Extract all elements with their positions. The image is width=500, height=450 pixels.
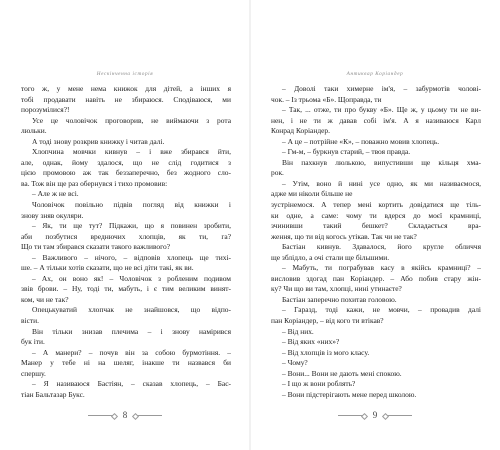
text-line: зчинивши такий бешкет? Складається вра- — [271, 221, 481, 231]
text-line: ще зблідло, а очі стали ще більшими. — [271, 252, 390, 262]
text-line: того ж, у мене нема книжок для дітей, а інших я — [21, 84, 231, 93]
text-line: – Вони підстерігають мене перед школою. — [282, 389, 417, 399]
text-line: ше. – А тільки хотів сказати, що не всі діти такі, як ви. — [21, 263, 194, 273]
text-line: ва. Тож він ще раз обернувся і тихо промовив: — [21, 178, 168, 188]
folio-ornament — [338, 415, 366, 416]
text-line: – Як, ти ще тут? Підкажи, що я повинен зробити, — [32, 221, 231, 231]
text-line: – А манери? – почув він за собою бурмотіння. – — [32, 347, 231, 357]
text-line: висловив здогад пан Коріандер. – Або побив стару жін- — [271, 273, 481, 283]
text-line: – Вони... Вони не дають мені спокою. — [282, 368, 402, 378]
text-line: тобі продавати навіть не збираюся. Сподіваюся, ми — [21, 94, 231, 104]
right-page-number — [250, 410, 500, 420]
text-line: – Від яких «них»? — [282, 337, 340, 347]
folio-ornament — [384, 415, 412, 416]
text-line: – Утім, воно й нині усе одно, як ми називаємося, — [282, 178, 481, 188]
text-line: ження, що ти від когось утікав. Так чи не так? — [271, 231, 417, 241]
text-line: Чоловічок повільно підвів погляд від книжки і — [32, 200, 231, 210]
text-line: ком, чи не так? — [21, 294, 69, 304]
folio-ornament — [88, 415, 116, 416]
text-line: люльки. — [21, 126, 47, 136]
text-line: Манер у тебе ні на шеляг, інакше ти назвався би — [21, 358, 231, 368]
right-running-head: Антиквар Коріандер — [346, 71, 404, 77]
text-line: – Від них. — [282, 326, 314, 336]
text-line: А тоді знову розкрив книжку і читав далі. — [32, 136, 165, 146]
text-line: але, однак, йому здалося, що не слід годитися з — [21, 157, 231, 167]
text-line: – Від хлопців із мого класу. — [282, 347, 370, 357]
page-number-9: 9 — [372, 410, 378, 420]
folio-ornament — [134, 415, 162, 416]
text-line: – Так, ... отже, ти про букву «Б». Ще ж, у цьому ти не ви- — [282, 105, 481, 115]
text-line: нен, і не ти ж давав собі ім'я. А я називаюся Карл — [271, 115, 481, 125]
text-line: зустрінемося. А тепер мені кортить довідатися ще тіль- — [271, 200, 481, 210]
text-line: – Ах, он воно як! – Чоловічок з робленим подивом — [32, 273, 231, 283]
text-line: Опецькуватий хлопчак не знайшовся, що відпо- — [32, 305, 231, 315]
text-line: адже ми ніколи більше не — [271, 189, 353, 199]
text-line: Бастіан заперечно похитав головою. — [282, 294, 397, 304]
text-line: чок. – Із трьома «Б». Щоправда, ти — [271, 94, 382, 104]
text-line: Він тільки знизав плечима – і знову намірився — [32, 326, 231, 336]
text-line: – Гм-м, – буркнув старий, – твоя правда. — [282, 147, 411, 157]
text-line: ку? Чи що ви там, хлопці, нині утинаєте? — [271, 284, 402, 294]
text-line: Що ти там збирався сказати такого важливого? — [21, 242, 171, 252]
text-line: Бастіан кивнув. Здавалося, його кругле обличчя — [282, 242, 481, 252]
text-line: тіан Бальтазар Букс. — [21, 389, 85, 399]
text-line: ки одне, а саме: чому ти вдерся до моєї крамниці, — [271, 210, 481, 220]
text-line: Конрад Коріандер. — [271, 126, 330, 136]
page-number-8: 8 — [122, 410, 128, 420]
text-line: пан Коріандер, – від кого ти втікав? — [271, 316, 384, 326]
text-line: бук іти. — [21, 337, 45, 347]
text-line: спершу. — [21, 368, 46, 378]
text-line: цією промовою аж так беззаперечно, без жодного сло- — [21, 168, 231, 178]
text-line: – Гаразд, тоді кажи, не мовчи, – провадив далі — [282, 305, 481, 315]
left-page-number — [0, 410, 250, 420]
text-line: Усе це чоловічок проговорив, не виймаючи з рота — [32, 115, 231, 125]
text-line: рок. — [271, 168, 284, 178]
text-line: – Я називаюся Бастіян, – сказав хлопець, – Бас- — [32, 379, 231, 389]
text-line: – І що ж вони роблять? — [282, 379, 356, 389]
text-line: Хлопчина мовчки кивнув – і вже збирався йти, — [32, 147, 231, 157]
text-line: – Доволі таки химерне ім'я, – забурмотів чолові- — [282, 84, 481, 93]
text-line: Він пахкнув люлькою, випустивши ще кільця хма- — [282, 157, 481, 167]
text-line: порозумілися?! — [21, 105, 70, 115]
right-page — [250, 0, 500, 450]
text-line: вісти. — [21, 316, 39, 326]
text-line: – Чому? — [282, 358, 308, 368]
left-page-text — [21, 84, 231, 400]
text-line: – Але ж не всі. — [32, 189, 79, 199]
text-line: – Мабуть, ти пограбував касу в якійсь крамниці? – — [282, 263, 481, 273]
right-page-text — [271, 84, 481, 400]
left-running-head: Нескінченна історія — [96, 71, 154, 77]
text-line: звів брови. – Ну, тоді ти, мабуть, і є тим великим винят- — [21, 284, 231, 294]
text-line: – Важливого – нічого, – відповів хлопець ще тихі- — [32, 252, 231, 262]
text-line: знову зняв окуляри. — [21, 210, 84, 220]
text-line: аби позбутися вреднючих хлопців, як ти, га? — [21, 231, 231, 241]
text-line: – А це – потрійне «К», – поважно мовив хлопець. — [282, 136, 440, 146]
